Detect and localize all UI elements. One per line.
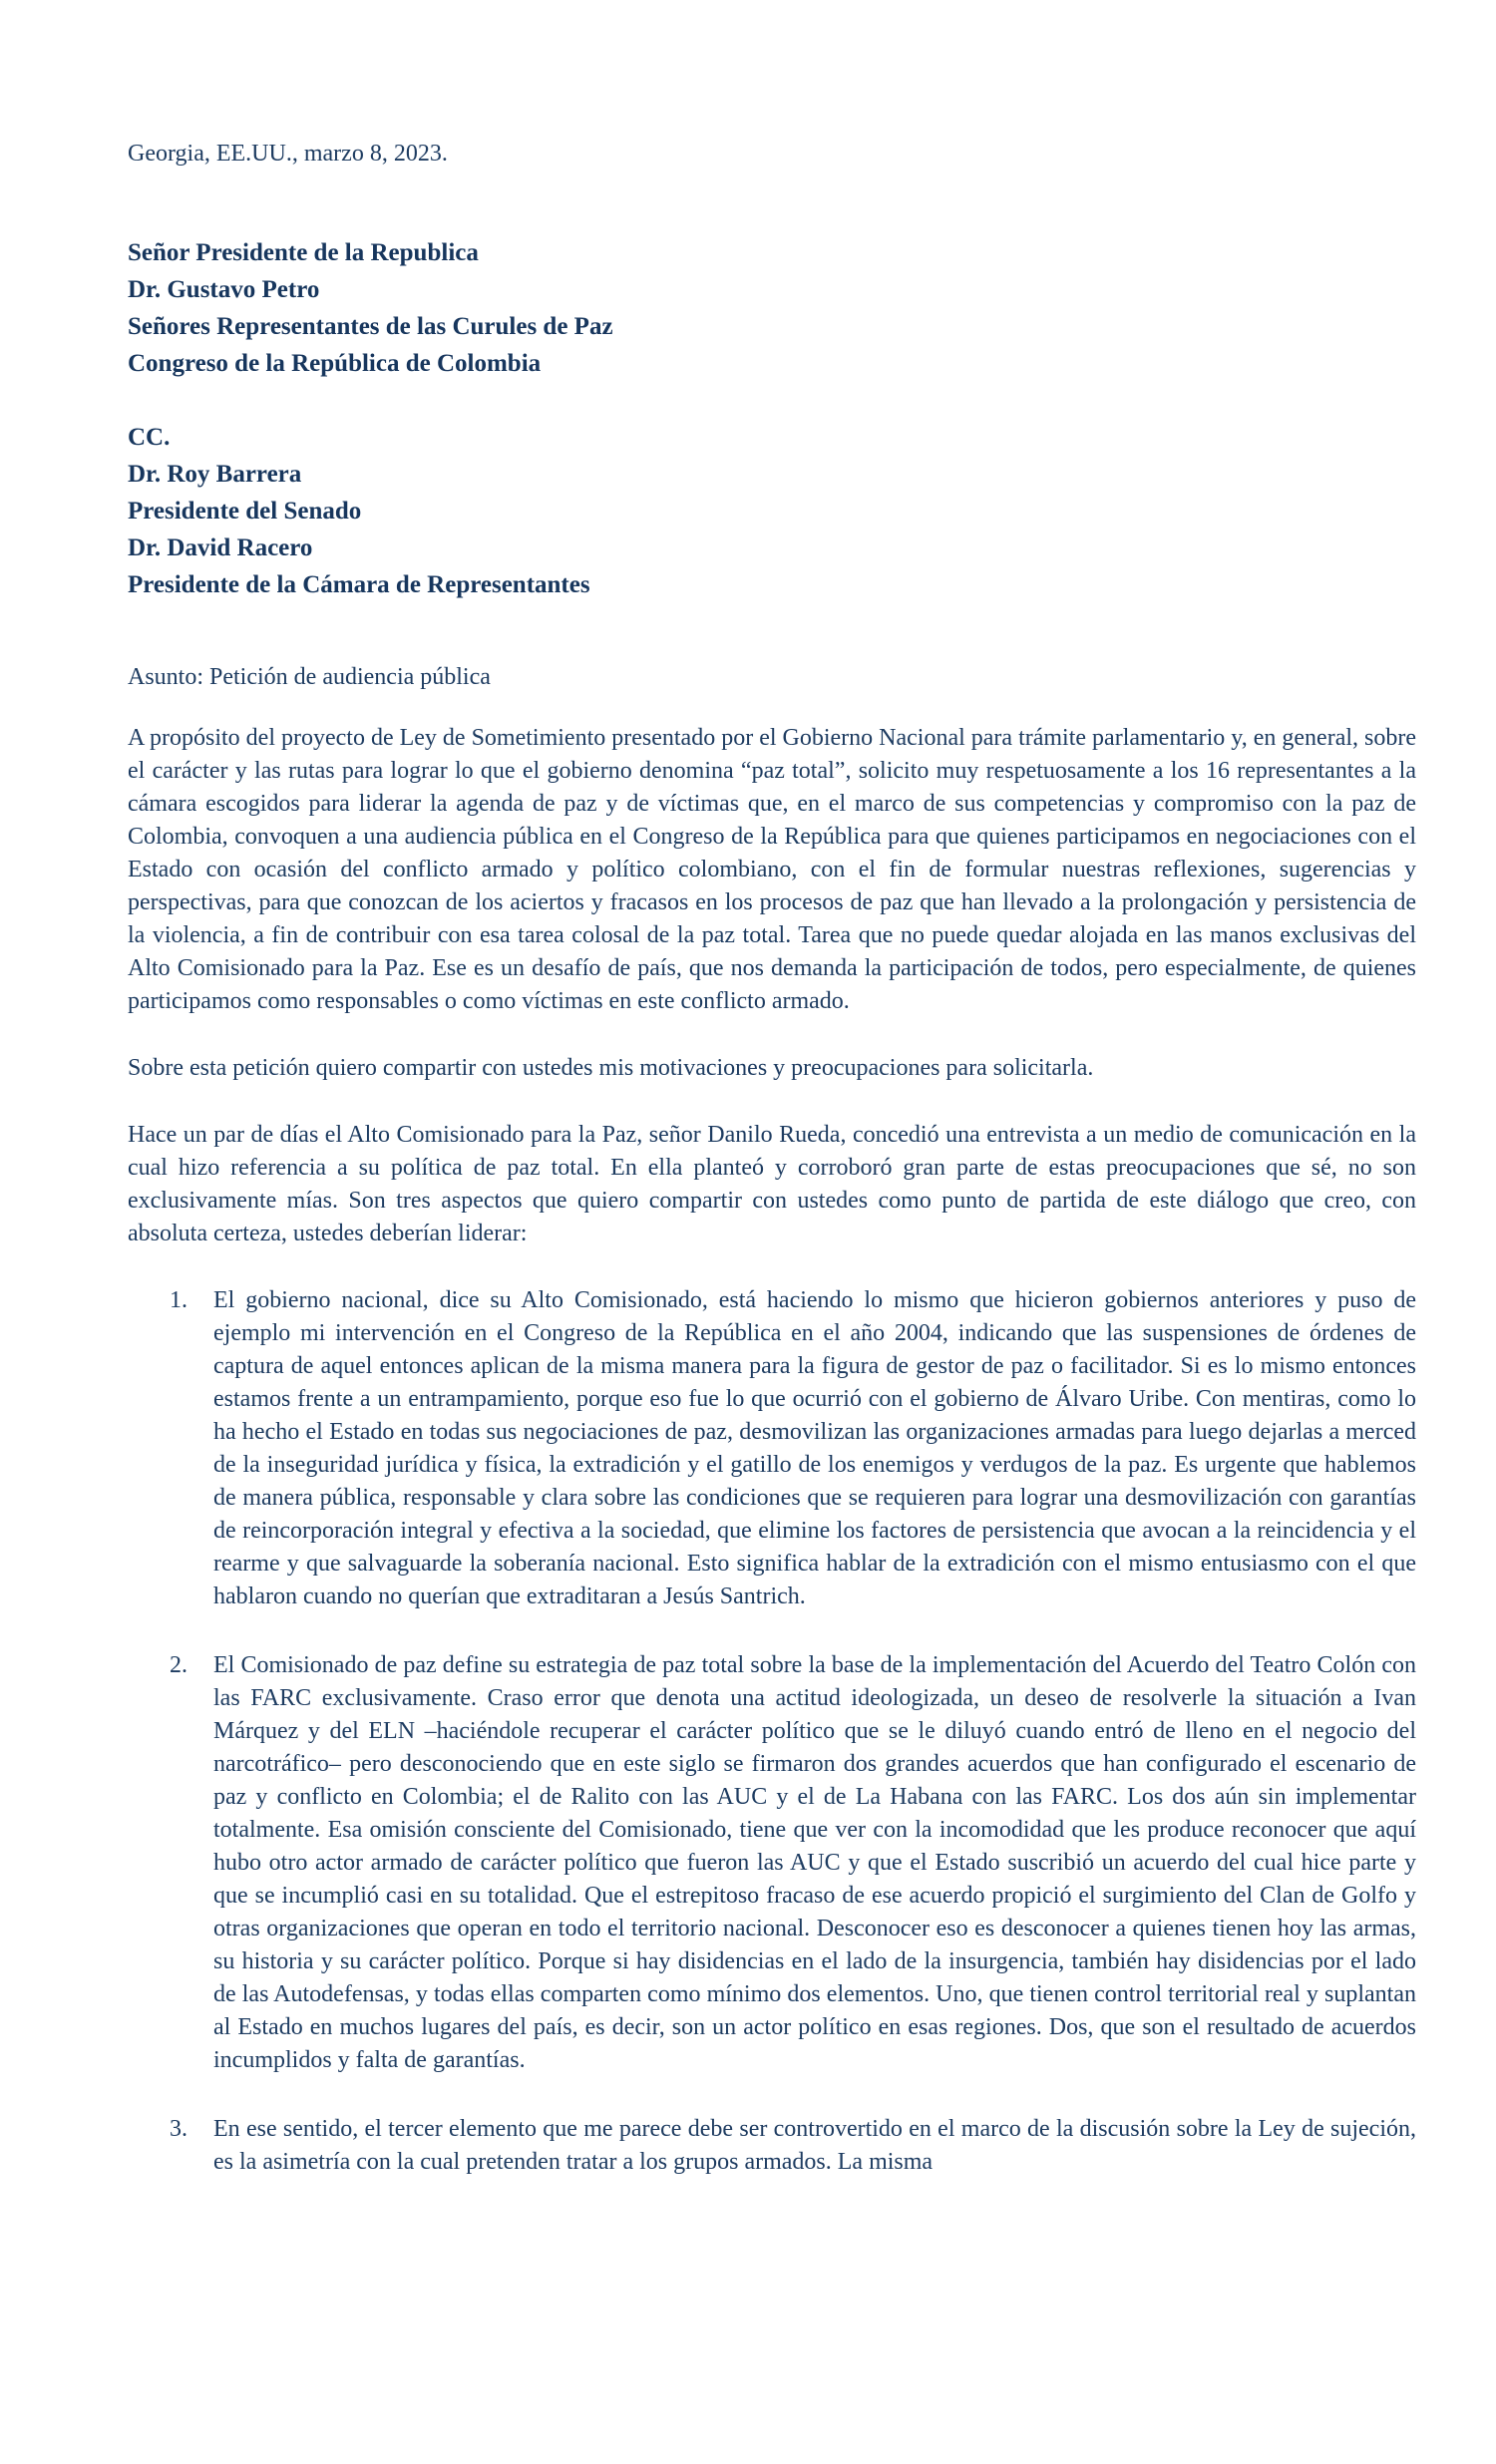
recipient-line: Congreso de la República de Colombia	[128, 350, 542, 377]
recipient-line: Señores Representantes de las Curules de Paz	[128, 313, 613, 340]
recipient-line: Señor Presidente de la Republica	[128, 239, 479, 266]
list-item	[128, 1284, 1416, 1613]
numbered-list	[128, 1284, 1416, 2179]
cc-label: CC.	[128, 424, 171, 451]
list-item-number: 2.	[170, 1652, 187, 1678]
date-line: Georgia, EE.UU., marzo 8, 2023.	[128, 141, 448, 167]
cc-line: Presidente del Senado	[128, 498, 362, 525]
cc-line: Dr. Roy Barrera	[128, 461, 302, 488]
list-item-text: En ese sentido, el tercer elemento que me parece debe ser controvertido en el marco de la discusión sobre la Ley de sujeción, es la asimetría con la cual pretenden tratar a los grupos armados. La misma	[213, 2116, 1416, 2175]
paragraph: A propósito del proyecto de Ley de Sometimiento presentado por el Gobierno Nacional para trámite parlamentario y, en general, sobre el carácter y las rutas para lograr lo que el gobierno denomina “paz total”, solicito muy respetuosamente a los 16 representantes a la cámara escogidos para liderar la agenda de paz y de víctimas que, en el marco de sus competencias y compromiso con la paz de Colombia, convoquen a una audiencia pública en el Congreso de la República para que quienes participamos en negociaciones con el Estado con ocasión del conflicto armado y político colombiano, con el fin de formular nuestras reflexiones, sugerencias y perspectivas, para que conozcan de los aciertos y fracasos en los procesos de paz que han llevado a la prolongación y persistencia de la violencia, a fin de contribuir con esa tarea colosal de la paz total. Tarea que no puede quedar alojada en las manos exclusivas del Alto Comisionado para la Paz. Ese es un desafío de país, que nos demanda la participación de todos, pero especialmente, de quienes participamos como responsables o como víctimas en este conflicto armado.	[128, 725, 1417, 1014]
list-item	[128, 2113, 1416, 2179]
list-item	[128, 1649, 1416, 2077]
recipient-line: Dr. Gustavo Petro	[128, 276, 320, 303]
cc-line: Dr. David Racero	[128, 534, 313, 561]
list-item-number: 1.	[170, 1287, 187, 1313]
recipient-block	[128, 234, 1416, 382]
paragraph: Sobre esta petición quiero compartir con ustedes mis motivaciones y preocupaciones para solicitarla.	[128, 1055, 1094, 1081]
list-item-number: 3.	[170, 2116, 187, 2142]
paragraph: Hace un par de días el Alto Comisionado para la Paz, señor Danilo Rueda, concedió una entrevista a un medio de comunicación en la cual hizo referencia a su política de paz total. En ella planteó y corroboró gran parte de estas preocupaciones que sé, no son exclusivamente mías. Son tres aspectos que quiero compartir con ustedes como punto de partida de este diálogo que creo, con absoluta certeza, ustedes deberían liderar:	[128, 1122, 1416, 1246]
subject-line: Asunto: Petición de audiencia pública	[128, 664, 491, 690]
list-item-text: El Comisionado de paz define su estrategia de paz total sobre la base de la implementación del Acuerdo del Teatro Colón con las FARC exclusivamente. Craso error que denota una actitud ideologizada, un deseo de resolverle la situación a Ivan Márquez y del ELN –haciéndole recuperar el carácter político que se le diluyó cuando entró de lleno en el negocio del narcotráfico– pero desconociendo que en este siglo se firmaron dos grandes acuerdos que han configurado el escenario de paz y conflicto en Colombia; el de Ralito con las AUC y el de La Habana con las FARC. Los dos aún sin implementar totalmente. Esa omisión consciente del Comisionado, tiene que ver con la incomodidad que les produce reconocer que aquí hubo otro actor armado de carácter político que fueron las AUC y que el Estado suscribió un acuerdo del cual hice parte y que se incumplió casi en su totalidad. Que el estrepitoso fracaso de ese acuerdo propició el surgimiento del Clan de Golfo y otras organizaciones que operan en todo el territorio nacional. Desconocer eso es desconocer a quienes tienen hoy las armas, su historia y su carácter político. Porque si hay disidencias en el lado de la insurgencia, también hay disidencias por el lado de las Autodefensas, y todas ellas comparten como mínimo dos elementos. Uno, que tienen control territorial real y suplantan al Estado en muchos lugares del país, es decir, son un actor político en esas regiones. Dos, que son el resultado de acuerdos incumplidos y falta de garantías.	[213, 1652, 1416, 2073]
cc-block	[128, 419, 1416, 603]
list-item-text: El gobierno nacional, dice su Alto Comisionado, está haciendo lo mismo que hicieron gobiernos anteriores y puso de ejemplo mi intervención en el Congreso de la República en el año 2004, indicando que las suspensiones de órdenes de captura de aquel entonces aplican de la misma manera para la figura de gestor de paz o facilitador. Si es lo mismo entonces estamos frente a un entrampamiento, porque eso fue lo que ocurrió con el gobierno de Álvaro Uribe. Con mentiras, como lo ha hecho el Estado en todas sus negociaciones de paz, desmovilizan las organizaciones armadas para luego dejarlas a merced de la inseguridad jurídica y física, la extradición y el gatillo de los enemigos y verdugos de la paz. Es urgente que hablemos de manera pública, responsable y clara sobre las condiciones que se requieren para lograr una desmovilización con garantías de reincorporación integral y efectiva a la sociedad, que elimine los factores de persistencia que avocan a la reincidencia y el rearme y que salvaguarde la soberanía nacional. Esto significa hablar de la extradición con el mismo entusiasmo con el que hablaron cuando no querían que extraditaran a Jesús Santrich.	[213, 1287, 1416, 1609]
cc-line: Presidente de la Cámara de Representantes	[128, 571, 590, 598]
